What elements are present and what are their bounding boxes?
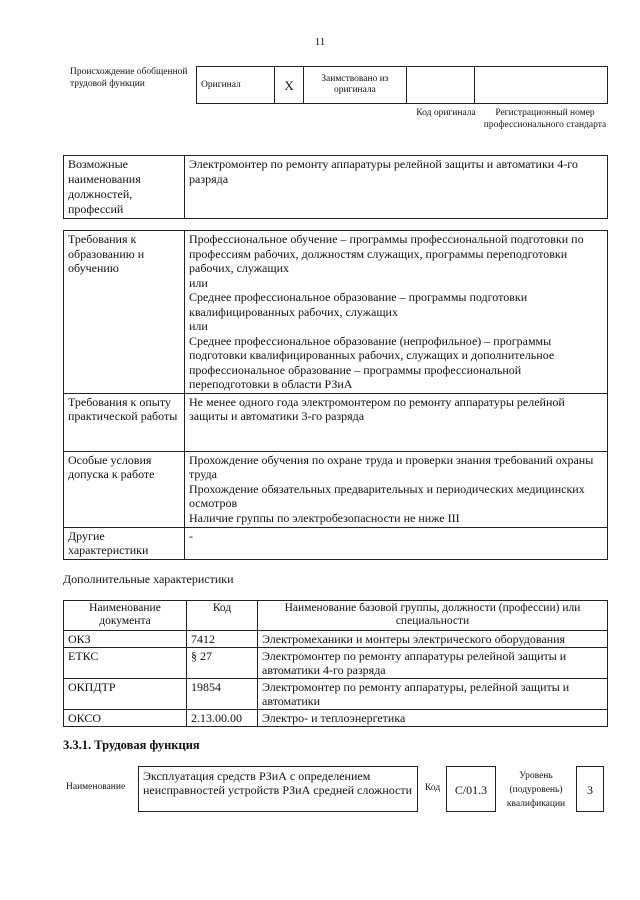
experience-label: Требования к опыту практической работы	[64, 393, 185, 451]
origin-table	[196, 66, 608, 104]
page-number: 11	[314, 36, 326, 48]
header-code: Код	[187, 601, 258, 631]
labor-function-code-label: Код	[425, 783, 441, 793]
requirements-table	[63, 230, 608, 560]
origin-reg-cell	[475, 67, 608, 104]
conditions-line: Наличие группы по электробезопасности не ниже III	[189, 510, 460, 525]
additional-table	[63, 600, 608, 727]
education-value	[185, 231, 608, 394]
labor-function-code-value: С/01.3	[446, 766, 496, 812]
education-line: Среднее профессиональное образование (непрофильное) – программы подготовки квалифицированных рабочих, служащих и дополнительное профессиональное образование – программы профессиональной переподготовки в области РЗиА	[189, 333, 555, 391]
row-doc: ОКПДТР	[64, 679, 187, 710]
row-name: Электромонтер по ремонту аппаратуры релейной защиты и автоматики 4-го разряда	[258, 648, 608, 679]
row-name: Электромонтер по ремонту аппаратуры, релейной защиты и автоматики	[258, 679, 608, 710]
origin-code-caption: Код оригинала	[416, 108, 476, 118]
positions-label: Возможные наименования должностей, профессий	[64, 156, 185, 219]
origin-original-mark: X	[275, 67, 303, 104]
education-line: Профессиональное обучение – программы профессиональной подготовки по профессиям рабочих, должностям служащих, программы переподготовки рабочих, служащих	[189, 232, 584, 275]
other-value: -	[185, 527, 608, 559]
table-row	[64, 631, 608, 648]
origin-original-label: Оригинал	[197, 67, 275, 104]
row-name: Электро- и теплоэнергетика	[258, 710, 608, 727]
conditions-label: Особые условия допуска к работе	[64, 451, 185, 527]
section-title: 3.3.1. Трудовая функция	[63, 738, 200, 752]
origin-label: Происхождение обобщенной трудовой функции	[70, 67, 188, 89]
row-doc: ЕТКС	[64, 648, 187, 679]
header-name: Наименование базовой группы, должности (профессии) или специальности	[258, 601, 608, 631]
labor-function-name-label: Наименование	[66, 782, 126, 792]
experience-value: Не менее одного года электромонтером по ремонту аппаратуры релейной защиты и автоматики 3-го разряда	[185, 393, 608, 451]
row-code: 19854	[187, 679, 258, 710]
table-row	[64, 710, 608, 727]
row-code: § 27	[187, 648, 258, 679]
conditions-line: Прохождение обязательных предварительных и периодических медицинских осмотров	[189, 481, 585, 510]
education-line: Среднее профессиональное образование – программы подготовки квалифицированных рабочих, служащих	[189, 290, 528, 319]
conditions-value	[185, 451, 608, 527]
positions-value: Электромонтер по ремонту аппаратуры релейной защиты и автоматики 4-го разряда	[185, 156, 608, 219]
education-line: или	[189, 319, 208, 333]
origin-reg-caption: Регистрационный номер профессионального стандарта	[483, 108, 607, 130]
row-doc: ОКЗ	[64, 631, 187, 648]
other-label: Другие характеристики	[64, 527, 185, 559]
additional-title: Дополнительные характеристики	[63, 572, 234, 586]
header-document: Наименование документа	[64, 601, 187, 631]
conditions-line: Прохождение обучения по охране труда и проверки знания требований охраны труда	[189, 452, 594, 481]
table-row	[64, 679, 608, 710]
row-code: 7412	[187, 631, 258, 648]
origin-code-cell	[407, 67, 475, 104]
table-row	[64, 648, 608, 679]
labor-function-name-value: Эксплуатация средств РЗиА с определением неисправностей устройств РЗиА средней сложности	[138, 766, 418, 812]
education-label: Требования к образованию и обучению	[64, 231, 185, 394]
row-name: Электромеханики и монтеры электрического оборудования	[258, 631, 608, 648]
positions-table	[63, 155, 608, 219]
education-line: или	[189, 275, 208, 290]
labor-function-level-value: 3	[576, 766, 604, 812]
labor-function-level-label: Уровень (подуровень) квалификации	[506, 771, 566, 809]
row-code: 2.13.00.00	[187, 710, 258, 727]
row-doc: ОКСО	[64, 710, 187, 727]
origin-borrowed-label: Заимствовано из оригинала	[303, 67, 407, 104]
